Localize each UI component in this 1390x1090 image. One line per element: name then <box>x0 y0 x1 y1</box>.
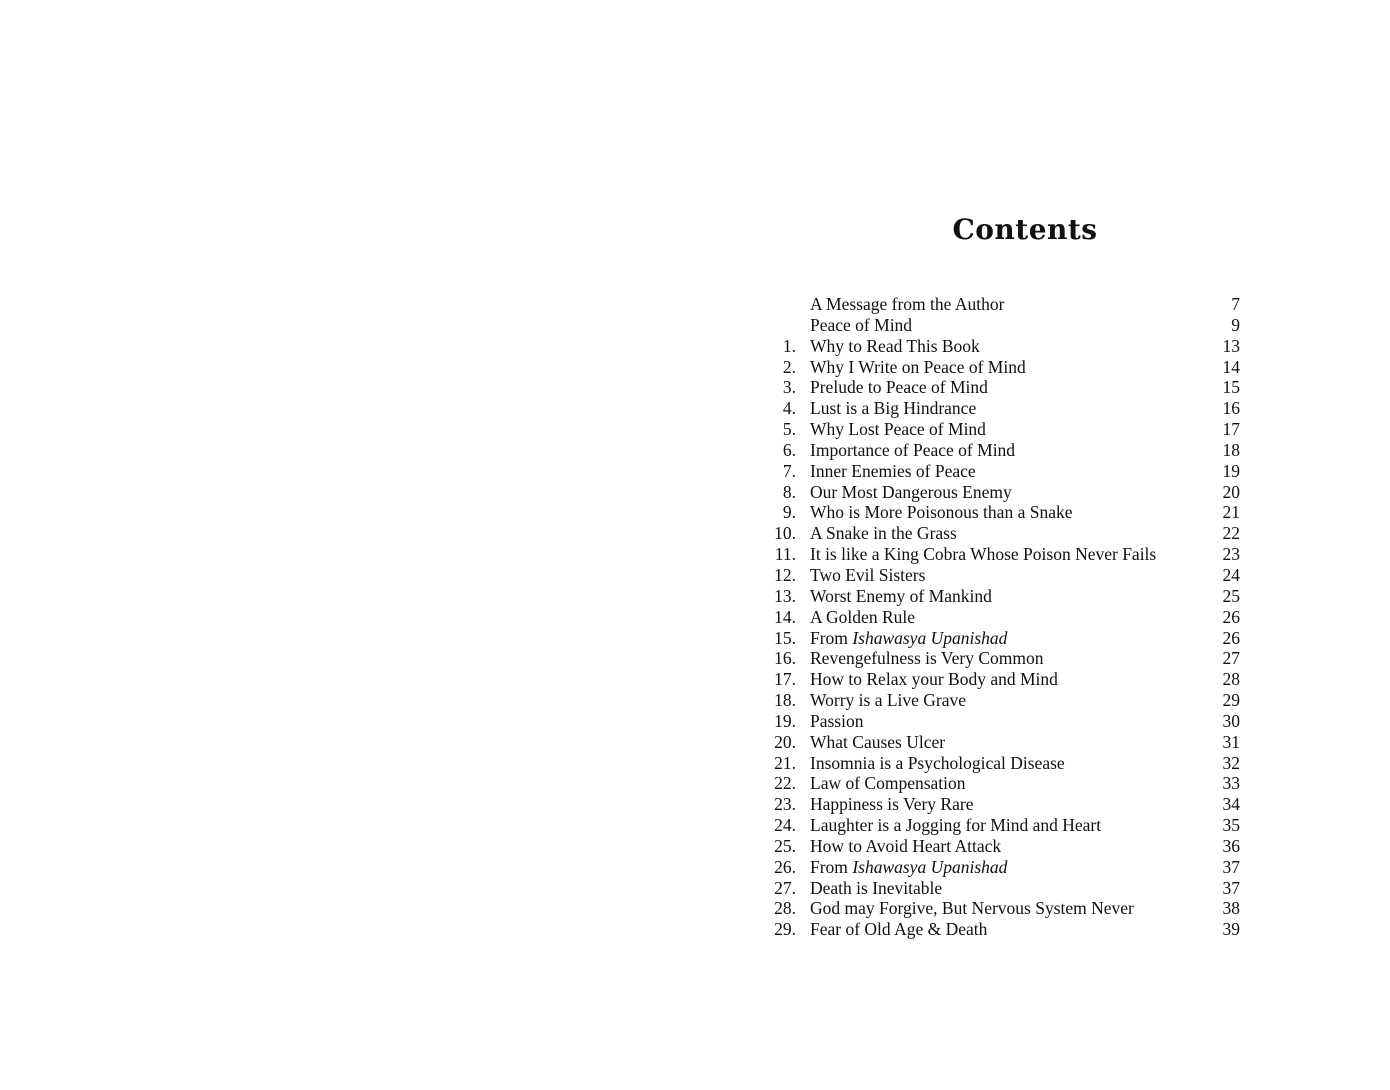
toc-entry <box>765 482 1240 503</box>
toc-entry-page-number: 9 <box>1231 314 1240 335</box>
toc-entry-title <box>810 690 1200 711</box>
toc-entry-number: 3. <box>782 377 796 398</box>
toc-entry-title <box>810 732 1200 753</box>
toc-entry-title <box>810 648 1200 669</box>
toc-entry-page-number: 37 <box>1222 877 1240 898</box>
toc-entry-title-text: It is like a King Cobra Whose Poison Never Fails <box>810 544 1157 565</box>
toc-entry-number: 18. <box>774 690 796 711</box>
toc-entry <box>765 377 1240 398</box>
toc-entry-page-number: 17 <box>1222 419 1240 440</box>
toc-entry-page-number: 22 <box>1222 523 1240 544</box>
toc-entry-number: 26. <box>774 856 796 877</box>
toc-entry-title-text: Why I Write on Peace of Mind <box>810 356 1026 377</box>
toc-entry-number <box>765 315 796 336</box>
toc-entry-number: 21. <box>774 752 796 773</box>
toc-entry <box>765 502 1240 523</box>
toc-entry <box>765 544 1240 565</box>
toc-entry-page-number: 16 <box>1222 398 1240 419</box>
toc-entry-page-number: 38 <box>1222 898 1240 919</box>
toc-entry-title-text: Worry is a Live Grave <box>810 690 967 711</box>
toc-entry-title <box>810 628 1200 649</box>
toc-entry-number: 24. <box>774 815 796 836</box>
toc-entry-title <box>810 565 1200 586</box>
toc-entry <box>765 461 1240 482</box>
toc-entry-title-text: God may Forgive, But Nervous System Never <box>810 898 1134 919</box>
toc-entry-title <box>810 898 1200 919</box>
toc-entry-number: 20. <box>774 731 796 752</box>
toc-entry <box>765 336 1240 357</box>
toc-entry-title-text: From <box>810 856 853 877</box>
toc-entry-title <box>810 315 1200 336</box>
toc-entry <box>765 794 1240 815</box>
toc-entry-title <box>810 461 1200 482</box>
toc-entry-title <box>810 440 1200 461</box>
toc-entry-title <box>810 836 1200 857</box>
toc-entry <box>765 419 1240 440</box>
toc-entry-page-number: 21 <box>1222 502 1240 523</box>
toc-entry-title <box>810 753 1200 774</box>
toc-entry-title-text: From <box>810 627 853 648</box>
toc-entry-page-number: 18 <box>1222 439 1240 460</box>
toc-entry-page-number: 37 <box>1222 856 1240 877</box>
toc-entry-number: 27. <box>774 877 796 898</box>
toc-entry-number: 15. <box>774 627 796 648</box>
toc-entry-title <box>810 815 1200 836</box>
toc-entry-page-number: 29 <box>1222 690 1240 711</box>
toc-entry-page-number: 26 <box>1222 627 1240 648</box>
toc-entry-number: 10. <box>774 523 796 544</box>
toc-entry-title <box>810 919 1200 940</box>
toc-entry-number: 11. <box>774 544 796 565</box>
toc-entry <box>765 607 1240 628</box>
toc-entry-title <box>810 419 1200 440</box>
toc-entry-title <box>810 336 1200 357</box>
toc-entry-page-number: 28 <box>1222 669 1240 690</box>
toc-entry-number <box>765 294 796 315</box>
toc-entry-page-number: 24 <box>1222 564 1240 585</box>
toc-entry-title-text: Why Lost Peace of Mind <box>810 419 986 440</box>
toc-entry-number: 1. <box>782 335 796 356</box>
toc-entry-title-text: What Causes Ulcer <box>810 731 946 752</box>
toc-entry-page-number: 14 <box>1222 356 1240 377</box>
toc-entry-number: 22. <box>774 773 796 794</box>
toc-entry-title <box>810 294 1200 315</box>
toc-entry-page-number: 25 <box>1222 585 1240 606</box>
toc-entry-title-text: Who is More Poisonous than a Snake <box>810 502 1073 523</box>
toc-entry-title-text: Revengefulness is Very Common <box>810 648 1044 669</box>
toc-entry <box>765 878 1240 899</box>
toc-entry-title-text: Law of Compensation <box>810 773 966 794</box>
toc-entry-title-text: Fear of Old Age & Death <box>810 919 988 940</box>
toc-entry-title-text: A Golden Rule <box>810 606 915 627</box>
toc-entry-title-text: Passion <box>810 710 864 731</box>
toc-entry-title-italic: Ishawasya Upanishad <box>852 627 1008 648</box>
toc-entry <box>765 732 1240 753</box>
toc-entry-title-text: Importance of Peace of Mind <box>810 439 1016 460</box>
toc-entry-title-text: Why to Read This Book <box>810 335 980 356</box>
toc-entry <box>765 669 1240 690</box>
toc-entry-title <box>810 857 1200 878</box>
toc-entry-number: 4. <box>782 398 796 419</box>
toc-entry-title-text: Worst Enemy of Mankind <box>810 585 992 606</box>
toc-entry-title-text: A Message from the Author <box>810 294 1005 314</box>
toc-entry <box>765 753 1240 774</box>
toc-entry-number: 23. <box>774 794 796 815</box>
toc-entry-page-number: 39 <box>1222 919 1240 940</box>
toc-entry <box>765 357 1240 378</box>
toc-entry-title-text: How to Relax your Body and Mind <box>810 669 1058 690</box>
toc-entry-title <box>810 773 1200 794</box>
contents-page <box>695 0 1390 1090</box>
toc-entry-title <box>810 586 1200 607</box>
toc-entry-page-number: 23 <box>1222 544 1240 565</box>
toc-entry-page-number: 27 <box>1222 648 1240 669</box>
toc-entry-page-number: 15 <box>1222 377 1240 398</box>
toc-entry <box>765 440 1240 461</box>
toc-entry-number: 25. <box>774 835 796 856</box>
toc-entry-title-text: Death is Inevitable <box>810 877 943 898</box>
toc-entry-title <box>810 607 1200 628</box>
toc-entry-number: 2. <box>782 356 796 377</box>
toc-entry-number: 12. <box>774 564 796 585</box>
toc-entry <box>765 648 1240 669</box>
toc-entry <box>765 773 1240 794</box>
page-title: Contents <box>952 213 1098 246</box>
toc-entry <box>765 919 1240 940</box>
toc-entry-page-number: 34 <box>1222 794 1240 815</box>
toc-entry-page-number: 19 <box>1222 460 1240 481</box>
toc-entry <box>765 398 1240 419</box>
toc-entry-title-text: How to Avoid Heart Attack <box>810 835 1002 856</box>
toc-entry-title <box>810 669 1200 690</box>
toc-entry-title <box>810 711 1200 732</box>
toc-entry <box>765 523 1240 544</box>
toc-entry-page-number: 33 <box>1222 773 1240 794</box>
toc-entry <box>765 711 1240 732</box>
toc-entry-page-number: 35 <box>1222 815 1240 836</box>
toc-entry-title <box>810 878 1200 899</box>
toc-entry-title <box>810 794 1200 815</box>
toc-entry-title-text: Lust is a Big Hindrance <box>810 398 977 419</box>
toc-entry-page-number: 36 <box>1222 835 1240 856</box>
toc-entry-title-italic: Ishawasya Upanishad <box>852 856 1008 877</box>
toc-entry-title <box>810 357 1200 378</box>
toc-entry-number: 5. <box>782 419 796 440</box>
toc-entry-number: 16. <box>774 648 796 669</box>
toc-entry-number: 14. <box>774 606 796 627</box>
toc-entry <box>765 628 1240 649</box>
toc-entry-page-number: 7 <box>1231 294 1240 314</box>
toc-entry-number: 13. <box>774 585 796 606</box>
toc-entry <box>765 836 1240 857</box>
toc-entry-title-text: Happiness is Very Rare <box>810 794 974 815</box>
toc-entry-number: 19. <box>774 710 796 731</box>
toc-entry-page-number: 13 <box>1222 335 1240 356</box>
toc-entry-page-number: 20 <box>1222 481 1240 502</box>
toc-entry <box>765 857 1240 878</box>
toc-entry-title-text: Two Evil Sisters <box>810 564 926 585</box>
toc-entry-title <box>810 544 1200 565</box>
toc-entry-title-text: A Snake in the Grass <box>810 523 957 544</box>
toc-entry-title-text: Prelude to Peace of Mind <box>810 377 988 398</box>
toc-entry <box>765 586 1240 607</box>
toc-entry-number: 7. <box>782 460 796 481</box>
toc-entry-title-text: Inner Enemies of Peace <box>810 460 976 481</box>
toc-entry <box>765 898 1240 919</box>
toc-entry <box>765 815 1240 836</box>
toc-entry-page-number: 26 <box>1222 606 1240 627</box>
toc-entry-title <box>810 523 1200 544</box>
toc-entry <box>765 294 1240 315</box>
toc-entry <box>765 690 1240 711</box>
toc-entry-title <box>810 502 1200 523</box>
toc-entry-title <box>810 482 1200 503</box>
toc-entry <box>765 565 1240 586</box>
toc-entry-title <box>810 398 1200 419</box>
toc-entry-title-text: Laughter is a Jogging for Mind and Heart <box>810 815 1102 836</box>
toc-entry-number: 28. <box>774 898 796 919</box>
toc-entry-number: 29. <box>774 919 796 940</box>
toc-entry-title-text: Peace of Mind <box>810 314 913 335</box>
toc-entry-page-number: 31 <box>1222 731 1240 752</box>
toc-entry-title-text: Our Most Dangerous Enemy <box>810 481 1012 502</box>
toc-entry-title <box>810 377 1200 398</box>
toc-entry-page-number: 32 <box>1222 752 1240 773</box>
toc-entry-number: 8. <box>782 481 796 502</box>
toc-entry-number: 9. <box>782 502 796 523</box>
toc-entry <box>765 315 1240 336</box>
toc-list <box>765 294 1240 940</box>
toc-entry-number: 6. <box>782 439 796 460</box>
toc-entry-title-text: Insomnia is a Psychological Disease <box>810 752 1065 773</box>
toc-entry-page-number: 30 <box>1222 710 1240 731</box>
toc-entry-number: 17. <box>774 669 796 690</box>
